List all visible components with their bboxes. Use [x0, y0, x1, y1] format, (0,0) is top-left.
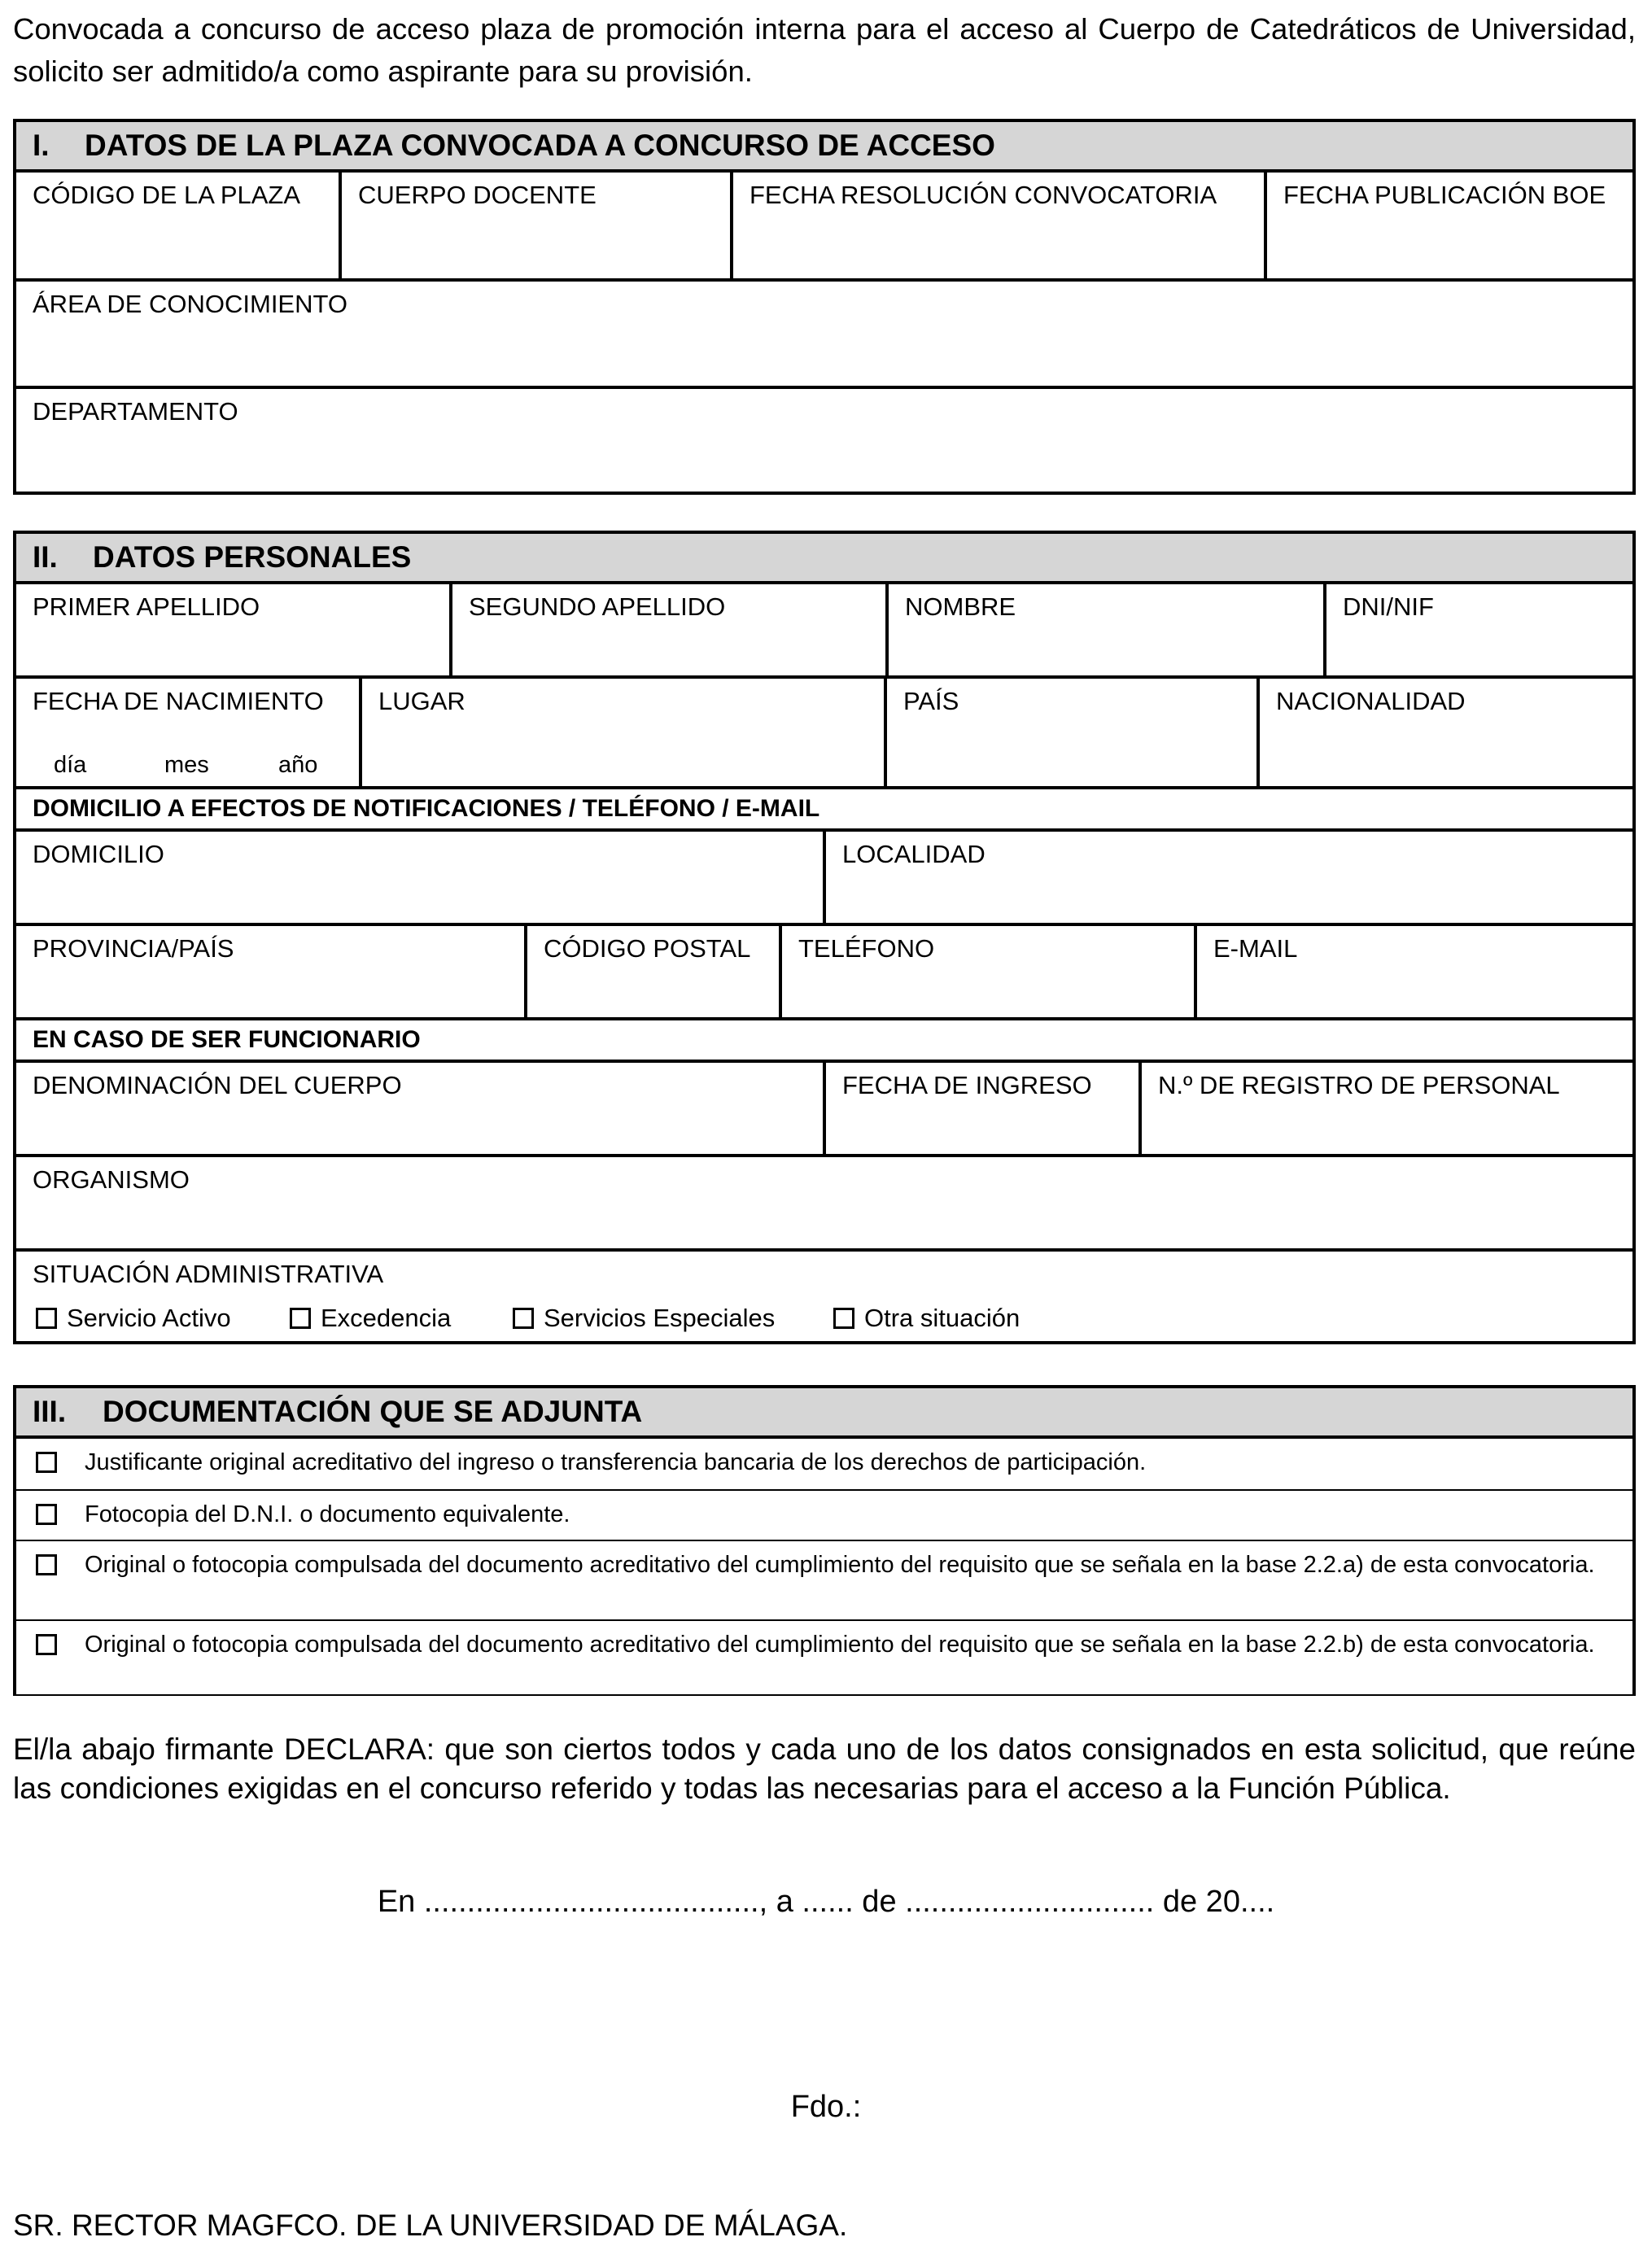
section-number: III.: [33, 1395, 67, 1428]
option-otra-situacion[interactable]: [833, 1304, 1020, 1333]
segundo-apellido-field[interactable]: [452, 584, 889, 675]
personales-row-3: [16, 832, 1632, 926]
domicilio-label: DOMICILIO: [33, 840, 164, 868]
option-excedencia[interactable]: [290, 1304, 451, 1333]
cuerpo-docente-label: CUERPO DOCENTE: [358, 181, 597, 209]
section-title: DOCUMENTACIÓN QUE SE ADJUNTA: [103, 1395, 643, 1428]
anio-label: año: [278, 752, 318, 778]
registro-personal-field[interactable]: [1142, 1063, 1632, 1154]
checkbox-icon[interactable]: [833, 1308, 854, 1329]
area-conocimiento-label: ÁREA DE CONOCIMIENTO: [33, 290, 347, 318]
dia-label: día: [54, 752, 87, 778]
section-plaza: [13, 119, 1636, 495]
fecha-ingreso-label: FECHA DE INGRESO: [842, 1071, 1092, 1099]
personales-row-1: [16, 584, 1632, 679]
signature-label: Fdo.:: [790, 2090, 862, 2124]
denominacion-label: DENOMINACIÓN DEL CUERPO: [33, 1071, 402, 1099]
documento-text: Original o fotocopia compulsada del documento acreditativo del cumplimiento del requisito que se señala en la base 2.2.a) de esta convocatoria.: [85, 1552, 1595, 1578]
declaration-paragraph: El/la abajo firmante DECLARA: que son ciertos todos y cada uno de los datos consignados en esta solicitud, que reúne las condiciones exigidas en el concurso referido y todas las necesarias para el acceso a la Función Pública.: [13, 1732, 1636, 1805]
departamento-label: DEPARTAMENTO: [33, 397, 238, 426]
option-servicio-activo[interactable]: [36, 1304, 231, 1333]
nacionalidad-label: NACIONALIDAD: [1276, 687, 1466, 715]
nombre-label: NOMBRE: [905, 592, 1016, 621]
fecha-resolucion-field[interactable]: [733, 173, 1267, 278]
option-label: Servicio Activo: [67, 1304, 231, 1332]
fecha-nacimiento-field[interactable]: [16, 679, 362, 786]
fecha-ingreso-field[interactable]: [826, 1063, 1142, 1154]
checkbox-icon[interactable]: [290, 1308, 311, 1329]
primer-apellido-label: PRIMER APELLIDO: [33, 592, 260, 621]
checkbox-icon[interactable]: [36, 1504, 57, 1525]
organismo-label: ORGANISMO: [33, 1165, 190, 1194]
registro-personal-label: N.º DE REGISTRO DE PERSONAL: [1158, 1071, 1560, 1099]
pais-label: PAÍS: [903, 687, 959, 715]
option-label: Otra situación: [864, 1304, 1020, 1332]
telefono-field[interactable]: [782, 926, 1197, 1017]
nacionalidad-field[interactable]: [1260, 679, 1632, 786]
pais-field[interactable]: [887, 679, 1260, 786]
addressee: SR. RECTOR MAGFCO. DE LA UNIVERSIDAD DE MÁLAGA.: [13, 2209, 848, 2242]
nombre-field[interactable]: [889, 584, 1326, 675]
section-personales-header: [16, 534, 1632, 584]
situacion-label: SITUACIÓN ADMINISTRATIVA: [33, 1260, 384, 1288]
primer-apellido-field[interactable]: [16, 584, 452, 675]
personales-row-5: [16, 1063, 1632, 1157]
denominacion-field[interactable]: [16, 1063, 826, 1154]
checkbox-icon[interactable]: [36, 1452, 57, 1473]
segundo-apellido-label: SEGUNDO APELLIDO: [469, 592, 726, 621]
option-label: Excedencia: [321, 1304, 452, 1332]
documento-item: [16, 1491, 1632, 1541]
domicilio-subheader-label: DOMICILIO A EFECTOS DE NOTIFICACIONES / TELÉFONO / E-MAIL: [33, 795, 820, 822]
codigo-plaza-field[interactable]: [16, 173, 342, 278]
personales-row-4: [16, 926, 1632, 1020]
domicilio-subheader: [16, 789, 1632, 832]
section-documentacion: [13, 1385, 1636, 1696]
section-plaza-header: [16, 122, 1632, 173]
option-label: Servicios Especiales: [544, 1304, 776, 1332]
intro-paragraph: Convocada a concurso de acceso plaza de promoción interna para el acceso al Cuerpo de Catedráticos de Universidad, solicito ser admitido/a como aspirante para su provisión.: [13, 12, 1636, 88]
section-documentacion-header: [16, 1388, 1632, 1439]
documento-item: [16, 1541, 1632, 1621]
telefono-label: TELÉFONO: [798, 934, 935, 963]
dni-field[interactable]: [1326, 584, 1632, 675]
funcionario-subheader-label: EN CASO DE SER FUNCIONARIO: [33, 1026, 421, 1053]
place-date-line: En ......................................., a ...... de ............................. de 20....: [377, 1885, 1275, 1919]
lugar-field[interactable]: [362, 679, 887, 786]
personales-row-2: [16, 679, 1632, 789]
option-servicios-especiales[interactable]: [513, 1304, 775, 1333]
situacion-administrativa-field: [16, 1252, 1632, 1344]
documento-item: [16, 1439, 1632, 1491]
localidad-label: LOCALIDAD: [842, 840, 986, 868]
checkbox-icon[interactable]: [36, 1308, 57, 1329]
cuerpo-docente-field[interactable]: [342, 173, 733, 278]
documento-text: Original o fotocopia compulsada del documento acreditativo del cumplimiento del requisito que se señala en la base 2.2.b) de esta convocatoria.: [85, 1632, 1595, 1658]
documento-text: Justificante original acreditativo del ingreso o transferencia bancaria de los derechos de participación.: [85, 1449, 1147, 1475]
section-datos-personales: [13, 531, 1636, 1344]
area-conocimiento-field[interactable]: [16, 282, 1632, 389]
fecha-resolucion-label: FECHA RESOLUCIÓN CONVOCATORIA: [750, 181, 1217, 209]
section-number: II.: [33, 540, 58, 574]
documento-item: [16, 1621, 1632, 1698]
provincia-label: PROVINCIA/PAÍS: [33, 934, 234, 963]
codigo-postal-label: CÓDIGO POSTAL: [544, 934, 751, 963]
fecha-boe-label: FECHA PUBLICACIÓN BOE: [1283, 181, 1606, 209]
codigo-postal-field[interactable]: [527, 926, 782, 1017]
provincia-field[interactable]: [16, 926, 527, 1017]
fecha-nacimiento-label: FECHA DE NACIMIENTO: [33, 687, 324, 715]
localidad-field[interactable]: [826, 832, 1632, 923]
section-number: I.: [33, 129, 50, 162]
codigo-plaza-label: CÓDIGO DE LA PLAZA: [33, 181, 301, 209]
plaza-row-1: [16, 173, 1632, 282]
funcionario-subheader: [16, 1020, 1632, 1063]
email-field[interactable]: [1197, 926, 1632, 1017]
checkbox-icon[interactable]: [513, 1308, 534, 1329]
section-title: DATOS DE LA PLAZA CONVOCADA A CONCURSO DE ACCESO: [85, 129, 995, 162]
email-label: E-MAIL: [1213, 934, 1298, 963]
domicilio-field[interactable]: [16, 832, 826, 923]
departamento-field[interactable]: [16, 389, 1632, 495]
fecha-boe-field[interactable]: [1267, 173, 1632, 278]
organismo-field[interactable]: [16, 1157, 1632, 1252]
checkbox-icon[interactable]: [36, 1554, 57, 1575]
checkbox-icon[interactable]: [36, 1634, 57, 1655]
dni-label: DNI/NIF: [1343, 592, 1434, 621]
lugar-label: LUGAR: [378, 687, 465, 715]
mes-label: mes: [164, 752, 209, 778]
documento-text: Fotocopia del D.N.I. o documento equivalente.: [85, 1501, 570, 1527]
section-title: DATOS PERSONALES: [93, 540, 412, 574]
